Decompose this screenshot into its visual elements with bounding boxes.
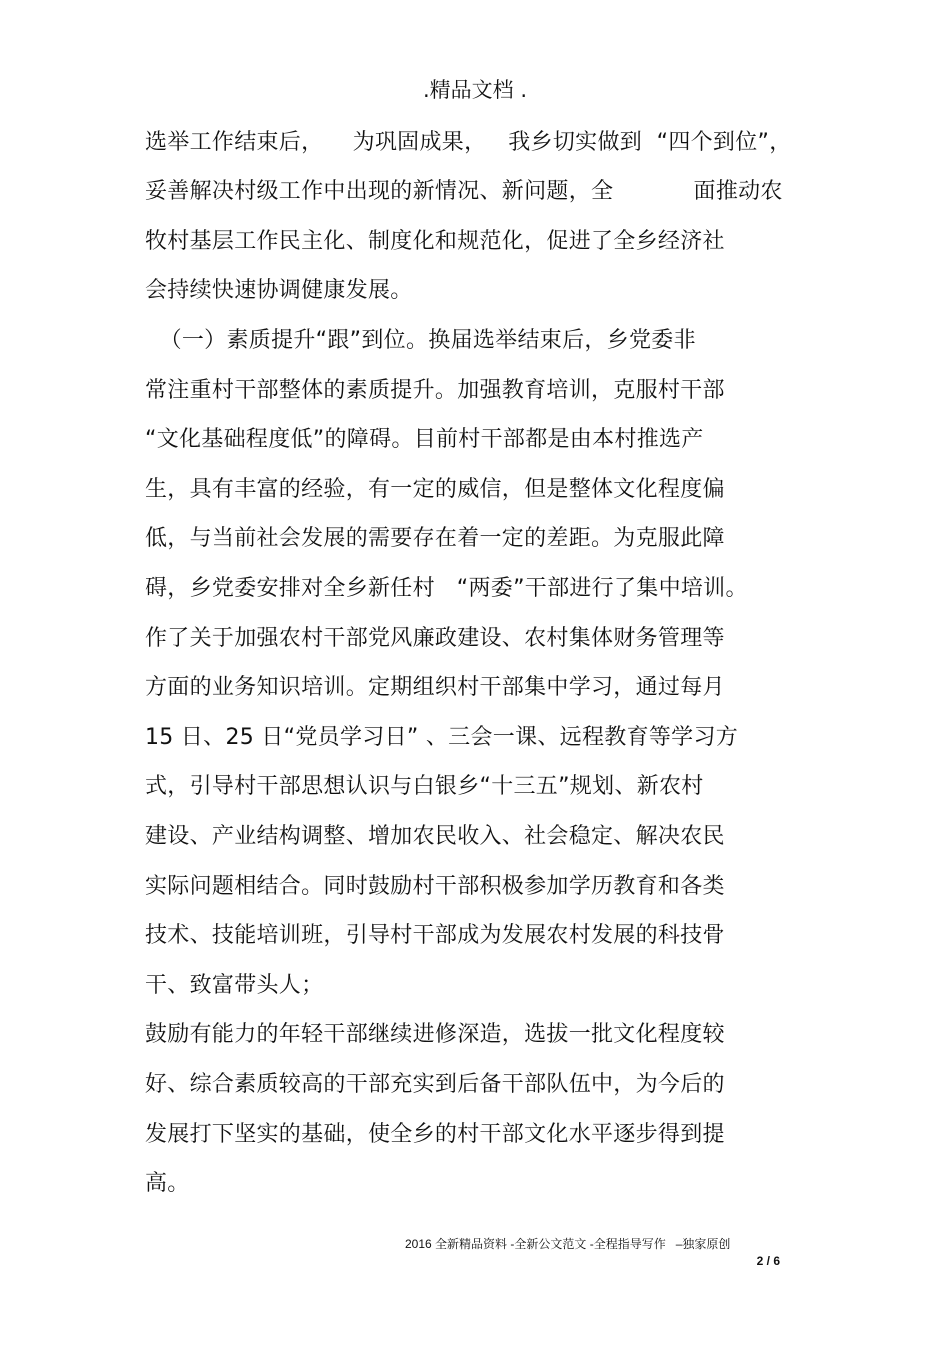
body-line: （一）素质提升“跟”到位。换届选举结束后，乡党委非 bbox=[145, 328, 696, 353]
body-line: 鼓励有能力的年轻干部继续进修深造，选拔一批文化程度较 bbox=[145, 1022, 725, 1047]
page-header-title: .精品文档 . bbox=[422, 78, 528, 102]
body-line: 高。 bbox=[145, 1171, 190, 1196]
body-line: 技术、技能培训班，引导村干部成为发展农村发展的科技骨 bbox=[145, 923, 725, 948]
body-line: 方面的业务知识培训。定期组织村干部集中学习，通过每月 bbox=[145, 675, 725, 700]
body-line: 干、致富带头人； bbox=[145, 973, 324, 998]
body-line: 妥善解决村级工作中出现的新情况、新问题，全 面推动农 bbox=[145, 179, 783, 204]
footer-note: 2016 全新精品资料 -全新公文范文 -全程指导写作 –独家原创 bbox=[405, 1237, 731, 1251]
page-number: 2 / 6 bbox=[756, 1254, 780, 1268]
body-line: 实际问题相结合。同时鼓励村干部积极参加学历教育和各类 bbox=[145, 874, 725, 899]
body-line: 好、综合素质较高的干部充实到后备干部队伍中，为今后的 bbox=[145, 1072, 725, 1097]
body-line: 会持续快速协调健康发展。 bbox=[145, 278, 413, 303]
body-line: 式，引导村干部思想认识与白银乡“十三五”规划、新农村 bbox=[145, 774, 704, 799]
body-line: 15 日、25 日“党员学习日” 、三会一课、远程教育等学习方 bbox=[145, 725, 739, 750]
body-line: 选举工作结束后， 为巩固成果， 我乡切实做到 “四个到位”， bbox=[145, 130, 792, 155]
body-line: “文化基础程度低”的障碍。目前村干部都是由本村推选产 bbox=[145, 427, 704, 452]
body-line: 常注重村干部整体的素质提升。加强教育培训，克服村干部 bbox=[145, 378, 725, 403]
body-line: 发展打下坚实的基础，使全乡的村干部文化水平逐步得到提 bbox=[145, 1122, 725, 1147]
body-line: 牧村基层工作民主化、制度化和规范化，促进了全乡经济社 bbox=[145, 229, 725, 254]
body-line: 作了关于加强农村干部党风廉政建设、农村集体财务管理等 bbox=[145, 626, 725, 651]
body-line: 碍，乡党委安排对全乡新任村 “两委”干部进行了集中培训。 bbox=[145, 576, 748, 601]
body-line: 建设、产业结构调整、增加农民收入、社会稳定、解决农民 bbox=[145, 824, 725, 849]
body-line: 生，具有丰富的经验，有一定的威信，但是整体文化程度偏 bbox=[145, 477, 725, 502]
body-line: 低，与当前社会发展的需要存在着一定的差距。为克服此障 bbox=[145, 526, 725, 551]
